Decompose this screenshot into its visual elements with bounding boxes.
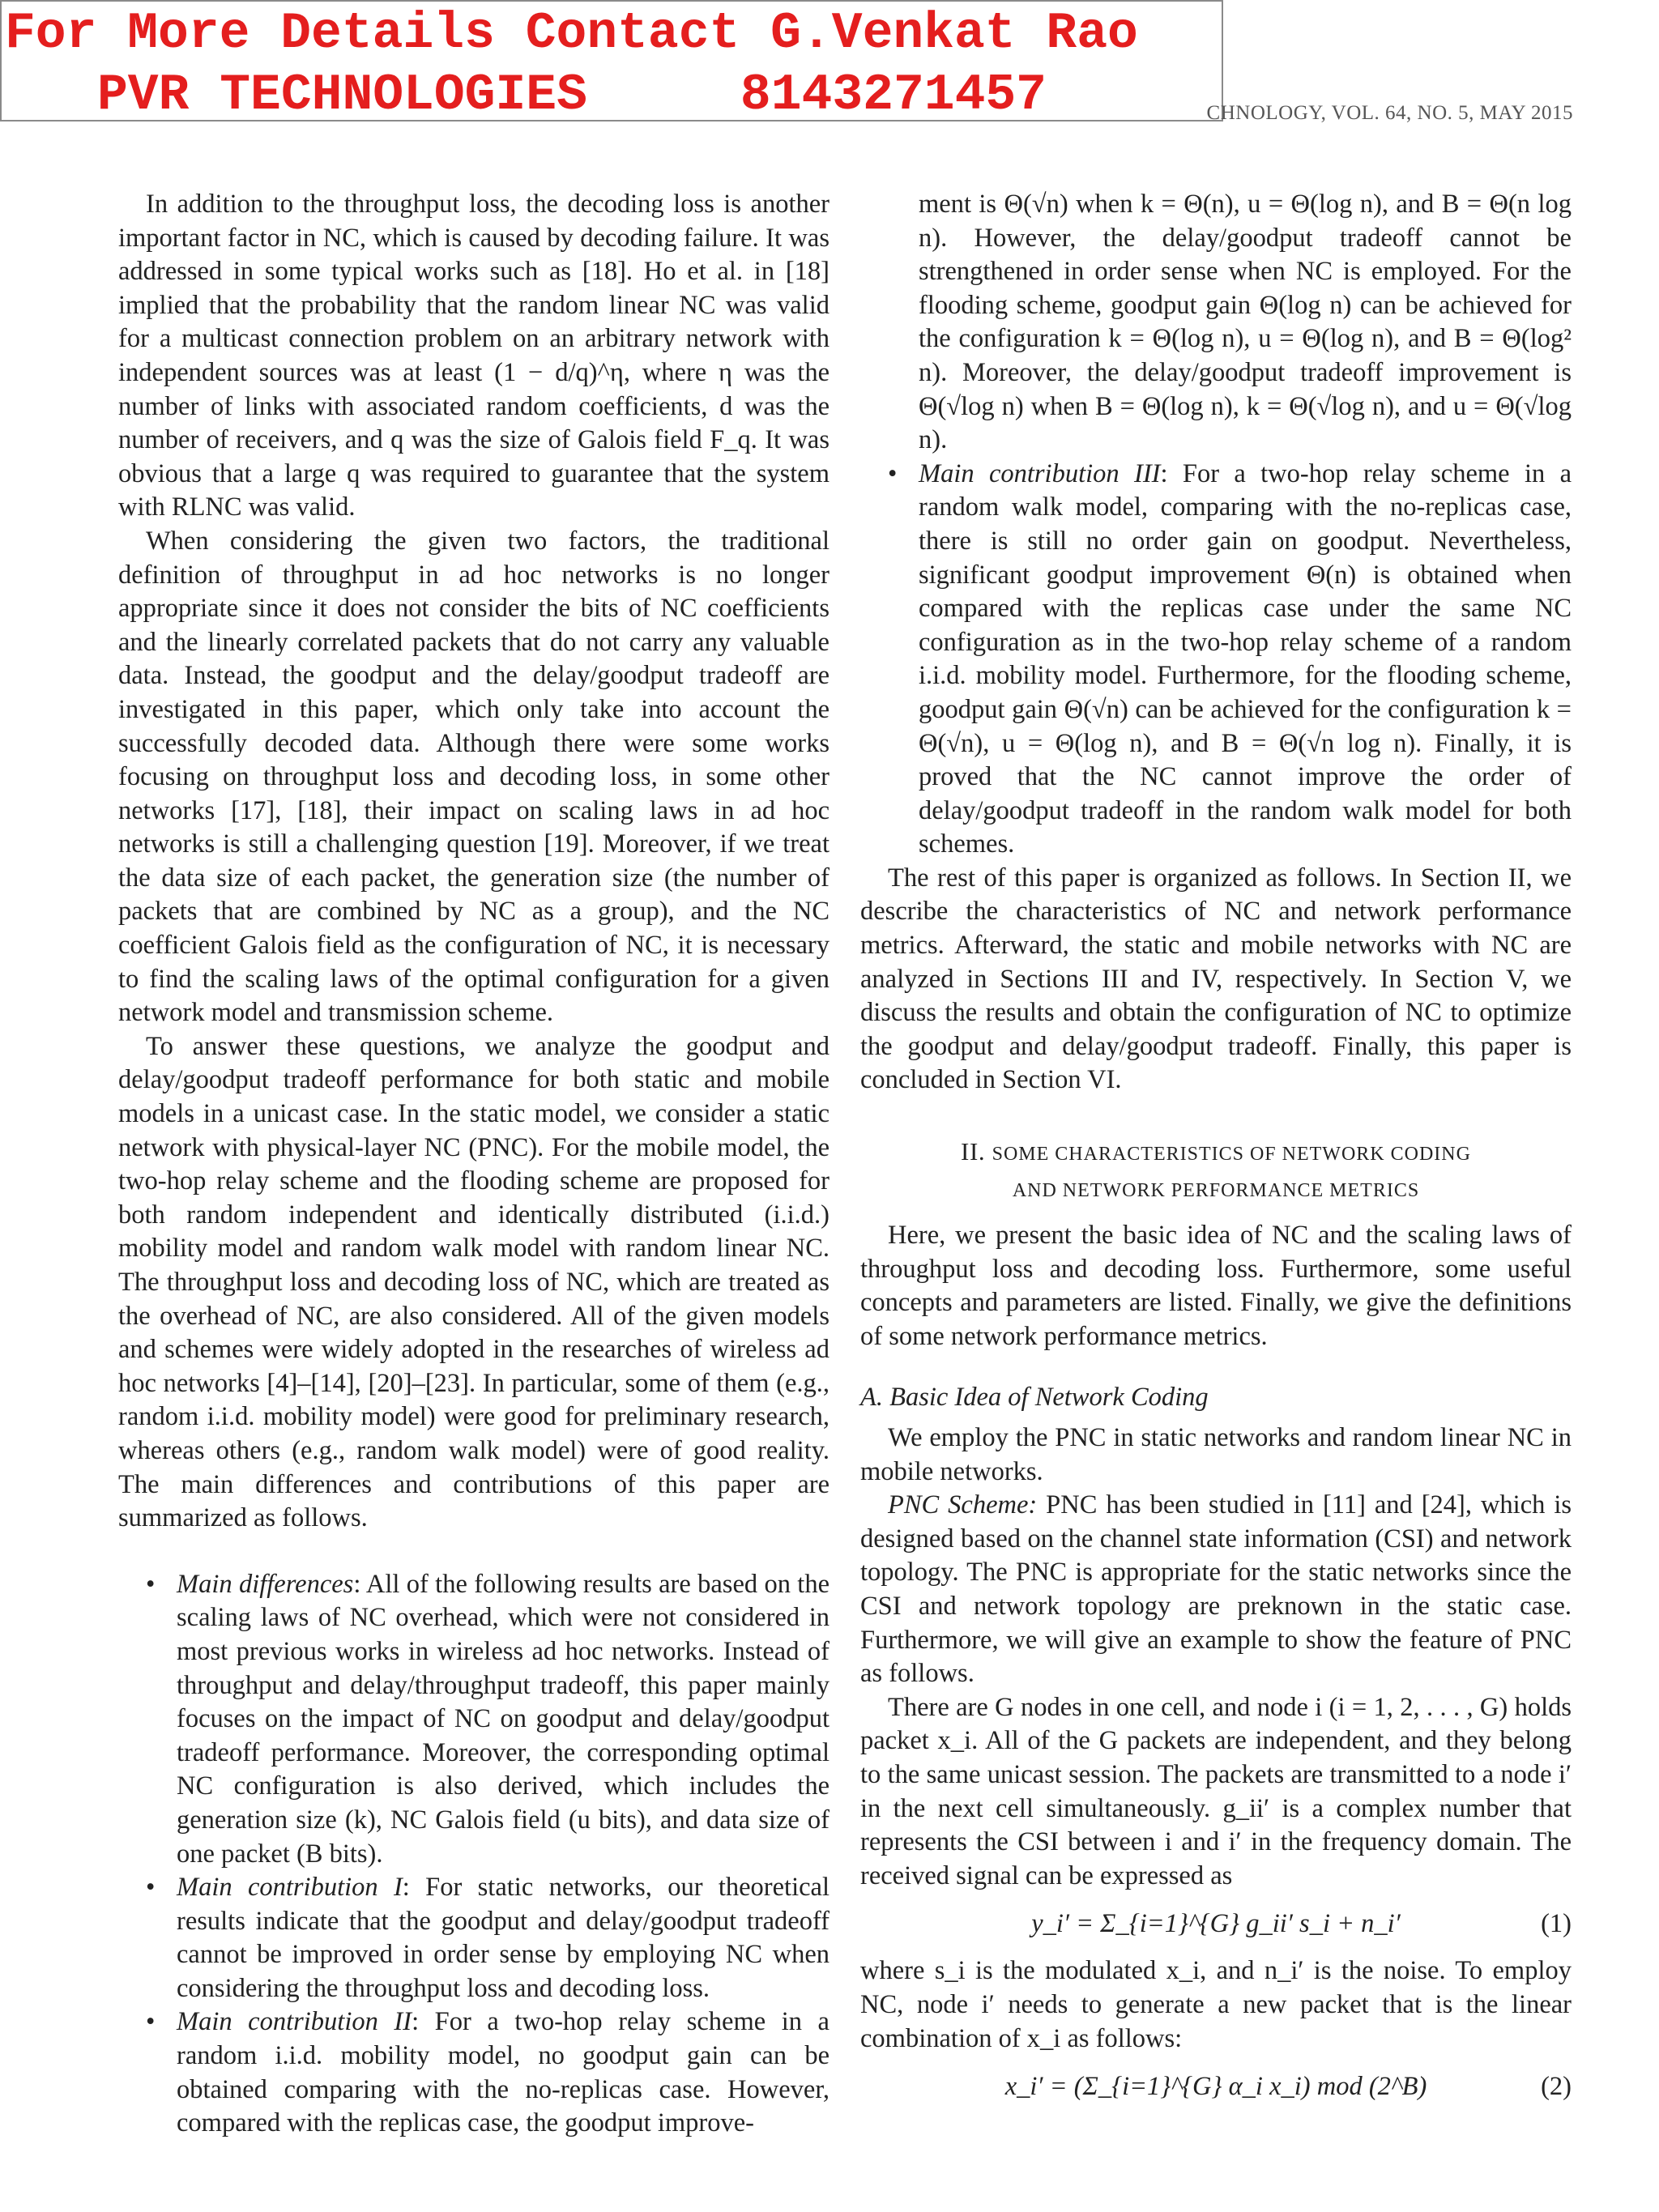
equation-1-formula: y_i′ = Σ_{i=1}^{G} g_ii′ s_i + n_i′ bbox=[1031, 1909, 1401, 1939]
bullet-text: : For a two-hop relay scheme in a random i.i.d. mobility model, no goodput gain can be obtained comparing with the no-replicas case. However, compared with the replicas case, the goodput improve- bbox=[177, 2007, 830, 2138]
bullet-text: : All of the following results are based on the scaling laws of NC overhead, which were not considered in most previous works in wireless ad hoc networks. Instead of throughput and delay/throughput tradeoff, this paper mainly focuses on the impact of NC on goodput and delay/goodput tradeoff performance. Moreover, the corresponding optimal NC configuration is also derived, which includes the generation size (k), NC Galois field (u bits), and data size of one packet (B bits). bbox=[177, 1569, 830, 1869]
section-heading bbox=[860, 1135, 1572, 1208]
paragraph-employ: We employ the PNC in static networks and random linear NC in mobile networks. bbox=[860, 1423, 1572, 1486]
bullet-title: Main differences bbox=[177, 1569, 354, 1599]
bullet-text: : For a two-hop relay scheme in a random walk model, comparing with the no-replicas case, there is still no order gain on goodput. Nevertheless, significant goodput improvement Θ(n) is obtained when compared with the replicas case under the same NC configuration as in the two-hop relay scheme of a random i.i.d. mobility model. Furthermore, for the flooding scheme, goodput gain Θ(√n) can be achieved for the configuration k = Θ(√n), u = Θ(log n), and B = Θ(√n log n). Finally, it is proved that the NC cannot improve the order of delay/goodput tradeoff in the random walk model for both schemes. bbox=[919, 458, 1572, 859]
paragraph-nodes: There are G nodes in one cell, and node i (i = 1, 2, . . . , G) holds packet x_i. All of the G packets are independent, and they belong to the same unicast session. The packets are transmitted to a node i′ in the next cell simultaneously. g_ii′ is a complex number that represents the CSI between i and i′ in the frequency domain. The received signal can be expressed as bbox=[860, 1692, 1572, 1890]
equation-1-number: (1) bbox=[1541, 1909, 1572, 1939]
contribution-list bbox=[118, 1568, 830, 2141]
pnc-text: PNC has been studied in [11] and [24], which is designed based on the channel state information (CSI) and network topology. The PNC is appropriate for the static networks since the CSI and network topology are preknown in the static case. Furthermore, we will give an example to show the feature of PNC as follows. bbox=[860, 1490, 1572, 1689]
paragraph-pnc bbox=[860, 1489, 1572, 1691]
banner-line-1: For More Details Contact G.Venkat Rao bbox=[5, 5, 1138, 62]
list-item: • Main differences: All of the following results are based on the scaling laws of NC overhead, which were not considered in most previous works in wireless ad hoc networks. Instead of throughput and delay/throughput tradeoff, this paper mainly focuses on the impact of NC on goodput and delay/goodput tradeoff performance. Moreover, the corresponding optimal NC configuration is also derived, which includes the generation size (k), NC Galois field (u bits), and data size of one packet (B bits). bbox=[146, 1569, 830, 1869]
paragraph-organization: The rest of this paper is organized as follows. In Section II, we describe the characteristics of NC and network performance metrics. Afterward, the static and mobile networks with NC are analyzed in Sections III and IV, respectively. In Section V, we discuss the results and obtain the configuration of NC to optimize the goodput and delay/goodput tradeoff. Finally, this paper is concluded in Section VI. bbox=[860, 863, 1572, 1095]
paragraph-section-intro: Here, we present the basic idea of NC and the scaling laws of throughput loss and decoding loss. Furthermore, some useful concepts and parameters are listed. Finally, we give the definitions of some network performance metrics. bbox=[860, 1221, 1572, 1351]
list-item: • Main contribution II: For a two-hop relay scheme in a random i.i.d. mobility model, no goodput gain can be obtained comparing with the no-replicas case. However, compared with the replicas case, the goodput improve- bbox=[146, 2007, 830, 2138]
bullet-title: Main contribution II bbox=[177, 2007, 412, 2037]
subsection-heading: A. Basic Idea of Network Coding bbox=[860, 1383, 1209, 1413]
section-title-line-1: SOME CHARACTERISTICS OF NETWORK CODING bbox=[992, 1144, 1471, 1166]
list-item bbox=[860, 188, 1572, 458]
list-item: • Main contribution III: For a two-hop relay scheme in a random walk model, comparing with the no-replicas case, there is still no order gain on goodput. Nevertheless, significant goodput improvement Θ(n) is obtained when compared with the replicas case under the same NC configuration as in the two-hop relay scheme of a random i.i.d. mobility model. Furthermore, for the flooding scheme, goodput gain Θ(√n) can be achieved for the configuration k = Θ(√n), u = Θ(log n), and B = Θ(√n log n). Finally, it is proved that the NC cannot improve the order of delay/goodput tradeoff in the random walk model for both schemes. bbox=[888, 458, 1572, 859]
equation-2 bbox=[860, 2062, 1572, 2111]
bullet-text: ment is Θ(√n) when k = Θ(n), u = Θ(log n), and B = Θ(n log n). However, the delay/goodput tradeoff cannot be strengthened in order sense when NC is employed. For the flooding scheme, goodput gain Θ(log n) can be achieved for the configuration k = Θ(log n), u = Θ(log n), and B = Θ(log² n). Moreover, the delay/goodput tradeoff improvement is Θ(√log n) when B = Θ(log n), k = Θ(√log n), and u = Θ(√log n). bbox=[919, 190, 1572, 455]
list-item: • Main contribution I: For static networks, our theoretical results indicate that the goodput and delay/goodput tradeoff cannot be improved in order sense by employing NC when considering the throughput loss and decoding loss. bbox=[146, 1873, 830, 2003]
paragraph-answer: To answer these questions, we analyze the goodput and delay/goodput tradeoff performance for both static and mobile models in a unicast case. In the static model, we consider a static network with physical-layer NC (PNC). For the mobile model, the two-hop relay scheme and the flooding scheme are proposed for both random independent and identically distributed (i.i.d.) mobility model and random walk model with random linear NC. The throughput loss and decoding loss of NC, which are treated as the overhead of NC, are also considered. All of the given models and schemes were widely adopted in the researches of wireless ad hoc networks [4]–[14], [20]–[23]. In particular, some of them (e.g., random i.i.d. mobility model) were good for preliminary research, whereas others (e.g., random walk model) were of good reality. The main differences and contributions of this paper are summarized as follows. bbox=[118, 1031, 830, 1533]
section-number: II. bbox=[961, 1137, 986, 1166]
equation-2-number: (2) bbox=[1541, 2072, 1572, 2102]
left-column bbox=[118, 188, 830, 2141]
section-title-line-2: AND NETWORK PERFORMANCE METRICS bbox=[1012, 1180, 1420, 1202]
journal-header: CHNOLOGY, VOL. 64, NO. 5, MAY 2015 bbox=[1206, 102, 1573, 124]
equation-2-formula: x_i′ = (Σ_{i=1}^{G} α_i x_i) mod (2^B) bbox=[1004, 2072, 1427, 2102]
equation-1 bbox=[860, 1899, 1572, 1948]
right-column bbox=[860, 188, 1572, 2117]
paragraph-where: where s_i is the modulated x_i, and n_i′ is the noise. To employ NC, node i′ needs to generate a new packet that is the linear combination of x_i as follows: bbox=[860, 1956, 1572, 2053]
banner-line-2: PVR TECHNOLOGIES 8143271457 bbox=[97, 66, 1047, 124]
bullet-title: Main contribution I bbox=[177, 1873, 403, 1903]
contribution-list-continued bbox=[860, 188, 1572, 862]
contact-banner bbox=[0, 0, 1223, 124]
paragraph-two-factors: When considering the given two factors, the traditional definition of throughput in ad hoc networks is no longer appropriate since it does not consider the bits of NC coefficients and the linearly correlated packets that do not carry any valuable data. Instead, the goodput and the delay/goodput tradeoff are investigated in this paper, which only take into account the successfully decoded data. Although there were some works focusing on throughput loss and decoding loss, in some other networks [17], [18], their impact on scaling laws in ad hoc networks is still a challenging question [19]. Moreover, if we treat the data size of each packet, the generation size (the number of packets that are combined by NC as a group), and the NC coefficient Galois field as the configuration of NC, it is necessary to find the scaling laws of the optimal configuration for a given network model and transmission scheme. bbox=[118, 526, 830, 1028]
paragraph-decoding-loss: In addition to the throughput loss, the decoding loss is another important factor in NC, which is caused by decoding failure. It was addressed in some typical works such as [18]. Ho et al. in [18] implied that the probability that the random linear NC was valid for a multicast connection problem on an arbitrary network with independent sources was at least (1 − d/q)^η, where η was the number of links with associated random coefficients, d was the number of receivers, and q was the size of Galois field F_q. It was obvious that a large q was required to guarantee that the system with RLNC was valid. bbox=[118, 190, 830, 522]
bullet-title: Main contribution III bbox=[919, 458, 1161, 488]
pnc-title: PNC Scheme: bbox=[888, 1490, 1038, 1520]
bullet-text: : For static networks, our theoretical results indicate that the goodput and delay/goodput tradeoff cannot be improved in order sense by employing NC when considering the throughput loss and decoding loss. bbox=[177, 1873, 830, 2003]
